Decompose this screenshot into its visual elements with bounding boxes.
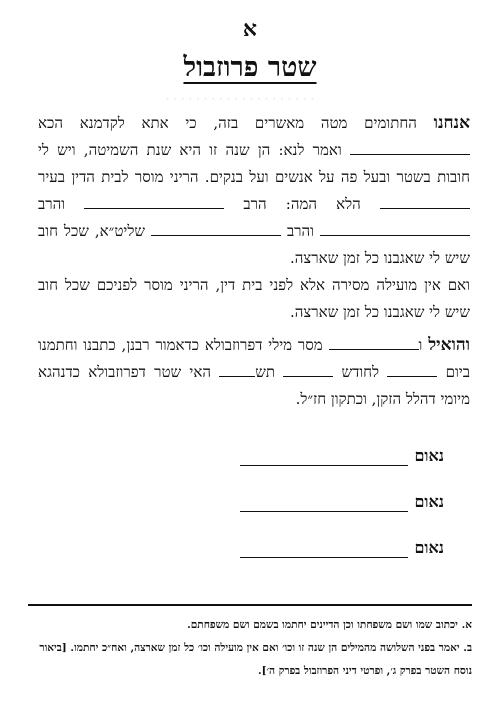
paragraph-declaration: אנחנו החתומים מטה מאשרים בזה, כי אתא לקדמנא הכא ואמר לנא: הן שנה זו היא שנת השמיטה, ויש לי חובות בשטר ובעל פה על אנשים ועל בנקים. הריני מוסר לבית הדין בעיר הלא המה: הרב והרב והרב שליט״א, שכל חוב שיש לי שאגבנו כל זמן שארצה. [38, 113, 470, 267]
footnote-b: ב. יאמר בפני השלושה מהמילים הן שנה זו וכו׳ ואם אין מועילה וכו׳ כל זמן שארצה, ואח״כ יחתמו. [ביאור נוסח השטר בפרק ג׳, ופרטי דיני הפרוזבול בפרק ה׳]. [39, 642, 472, 677]
year-blank[interactable] [219, 362, 255, 377]
footnotes [28, 614, 472, 683]
day-blank[interactable] [387, 362, 437, 377]
section-letter: א [242, 16, 258, 42]
paragraph-signing: והואיל ו מסר מילי דפרוזבולא כדאמור רבנן, כתבנו וחתמנו ביום לחודש תש האי שטר דפרוזבולא כדנהגא מיומי דהלל הזקן, וכתקון חז״ל. [38, 335, 470, 408]
signature-line-2 [240, 492, 444, 512]
judge-blank-2[interactable] [320, 221, 470, 236]
signature-line-1 [240, 446, 444, 466]
judge-blank-3[interactable] [151, 221, 281, 236]
paragraph-lead-word: אנחנו [433, 113, 470, 133]
name-blank[interactable] [350, 140, 470, 155]
paragraph-lead-word: והואיל [428, 335, 470, 355]
document-title: שטר פרוזבול [183, 52, 317, 83]
document-body [38, 110, 470, 413]
city-blank[interactable] [380, 194, 470, 209]
judge-blank-1[interactable] [84, 194, 224, 209]
signature-label: נאום [414, 538, 444, 557]
lender-blank[interactable] [329, 335, 419, 350]
month-blank[interactable] [283, 362, 333, 377]
footnote-divider [28, 604, 472, 606]
paragraph-court-transfer: ואם אין מועילה מסירה אלא לפני בית דין, הריני מוסר לפניכם שכל חוב שיש לי שאגבנו כל זמן שארצה. [38, 276, 470, 321]
bleed-through-text: · · · · · · · · · · · · · · · · · · · · [165, 92, 315, 106]
footnote-a: א. יכתוב שמו ושם משפחתו וכן הדיינים יחתמו בשמם ושם משפחתם. [187, 619, 472, 631]
signature-label: נאום [414, 492, 444, 511]
signature-blank[interactable] [240, 497, 408, 512]
signature-line-3 [240, 538, 444, 558]
signature-blank[interactable] [240, 451, 408, 466]
signature-blank[interactable] [240, 543, 408, 558]
signature-label: נאום [414, 446, 444, 465]
